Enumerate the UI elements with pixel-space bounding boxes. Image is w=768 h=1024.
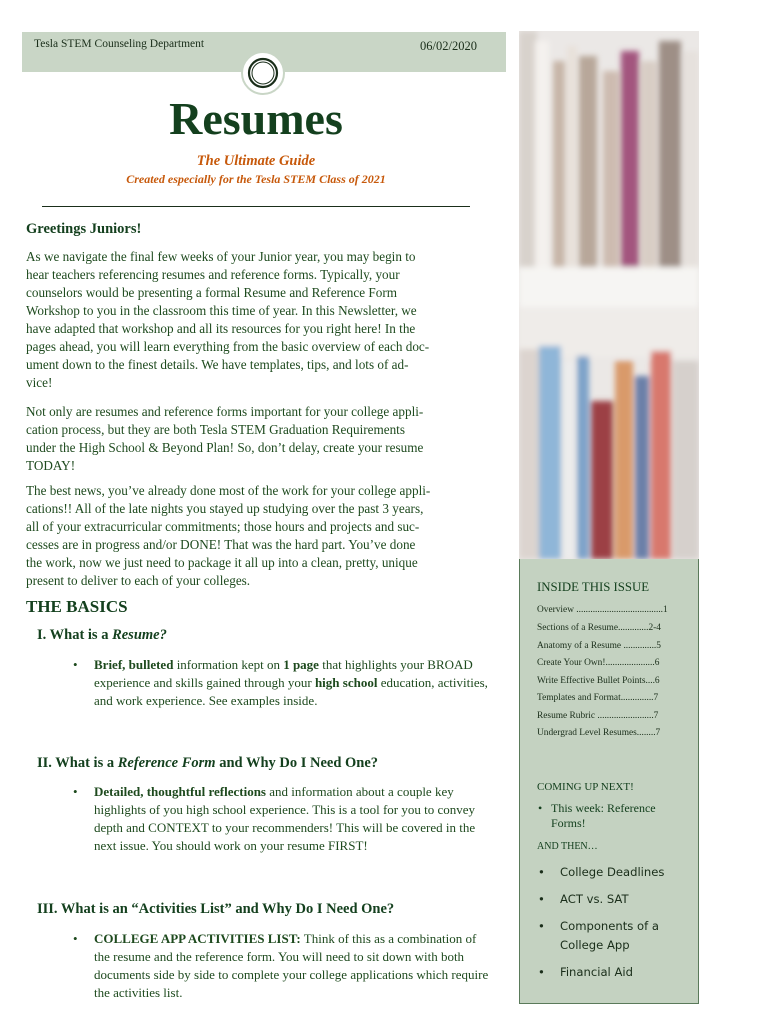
toc-item: Templates and Format..............7 xyxy=(537,693,659,703)
good-news-paragraph: The best news, you’ve already done most of the work for your college appli- cations!! All of the late nights you stayed up studying over the past 3 years, all of your extracurricular commitments; those hours and projects and suc- cesses are in progress and/or DONE! That was the hard part. You’ve done the work, now we just need to package it all up into a clean, pretty, unique present to deliver to each of your colleges. xyxy=(26,483,431,588)
toc-item: Sections of a Resume.............2-4 xyxy=(537,623,661,633)
and-then-heading: AND THEN… xyxy=(537,841,598,852)
toc-item: Resume Rubric ........................7 xyxy=(537,711,659,721)
toc-item: Write Effective Bullet Points....6 xyxy=(537,676,660,686)
bookshelf-photo xyxy=(519,31,699,559)
greeting-heading: Greetings Juniors! xyxy=(26,221,142,237)
bullet-dot-icon: • xyxy=(538,965,545,979)
toc-item: Anatomy of a Resume ..............5 xyxy=(537,641,661,651)
basics-heading: THE BASICS xyxy=(26,597,128,616)
intro-paragraph: As we navigate the final few weeks of your Junior year, you may begin to hear teachers referencing resumes and reference forms. Typically, your counselors would be presenting a formal Resume and Reference Form Workshop to you in the classroom this time of year. In this Newsletter, we have adapted that workshop and all its resources for you right here! In the pages ahead, you will learn everything from the basic overview of each doc- ument down to the finest details. We have templates, tips, and lots of ad- vice! xyxy=(26,249,430,390)
bullet-dot-icon: • xyxy=(538,892,545,906)
newsletter-subtitle: The Ultimate Guide xyxy=(196,153,316,169)
activities-list-bullet: • COLLEGE APP ACTIVITIES LIST: Think of this as a combination of the resume and the reference form. You will need to sit down with both documents side by side to complete your college applications which require the activities list. xyxy=(73,931,489,1000)
newsletter-title: Resumes xyxy=(169,93,343,144)
reference-form-bullet: • Detailed, thoughtful reflections and information about a couple key highlights of you high school experience. This is a tool for you to convey depth and CONTEXT to your recommenders! This will be covered in the next issue. You should work on your resume FIRST! xyxy=(73,784,476,853)
circle-emblem-icon xyxy=(240,50,286,96)
section-heading-reference-form: II. What is a Reference Form and Why Do I Need One? xyxy=(37,755,379,771)
bullet-dot-icon: • xyxy=(73,657,78,672)
section-heading-activities-list: III. What is an “Activities List” and Why Do I Need One? xyxy=(37,901,395,917)
bullet-dot-icon: • xyxy=(538,919,545,933)
issue-date: 06/02/2020 xyxy=(420,39,477,53)
coming-up-heading: COMING UP NEXT! xyxy=(537,781,634,793)
bullet-dot-icon: • xyxy=(538,865,545,879)
bullet-dot-icon: • xyxy=(73,931,78,946)
section-heading-resume: I. What is a Resume? xyxy=(37,627,167,643)
coming-up-item: • This week: Reference Forms! xyxy=(538,801,656,830)
newsletter-tagline: Created especially for the Tesla STEM Class of 2021 xyxy=(126,172,386,186)
resume-definition-bullet: • Brief, bulleted information kept on 1 page that highlights your BROAD experience and skills gained through your high school education, activities, and work experience. See examples inside. xyxy=(73,657,488,708)
toc-item: Undergrad Level Resumes........7 xyxy=(537,728,661,738)
bullet-dot-icon: • xyxy=(538,801,543,815)
department-name: Tesla STEM Counseling Department xyxy=(34,38,205,50)
toc-item: Create Your Own!.....................6 xyxy=(537,658,660,668)
title-divider xyxy=(42,206,470,207)
requirements-paragraph: Not only are resumes and reference forms important for your college appli- cation process, but they are both Tesla STEM Graduation Requirements under the High School & Beyond Plan! So, don’t delay, create your resume TODAY! xyxy=(26,404,424,473)
inside-issue-heading: INSIDE THIS ISSUE xyxy=(537,580,650,594)
bullet-dot-icon: • xyxy=(73,784,78,799)
toc-item: Overview .....................................1 xyxy=(537,605,668,615)
